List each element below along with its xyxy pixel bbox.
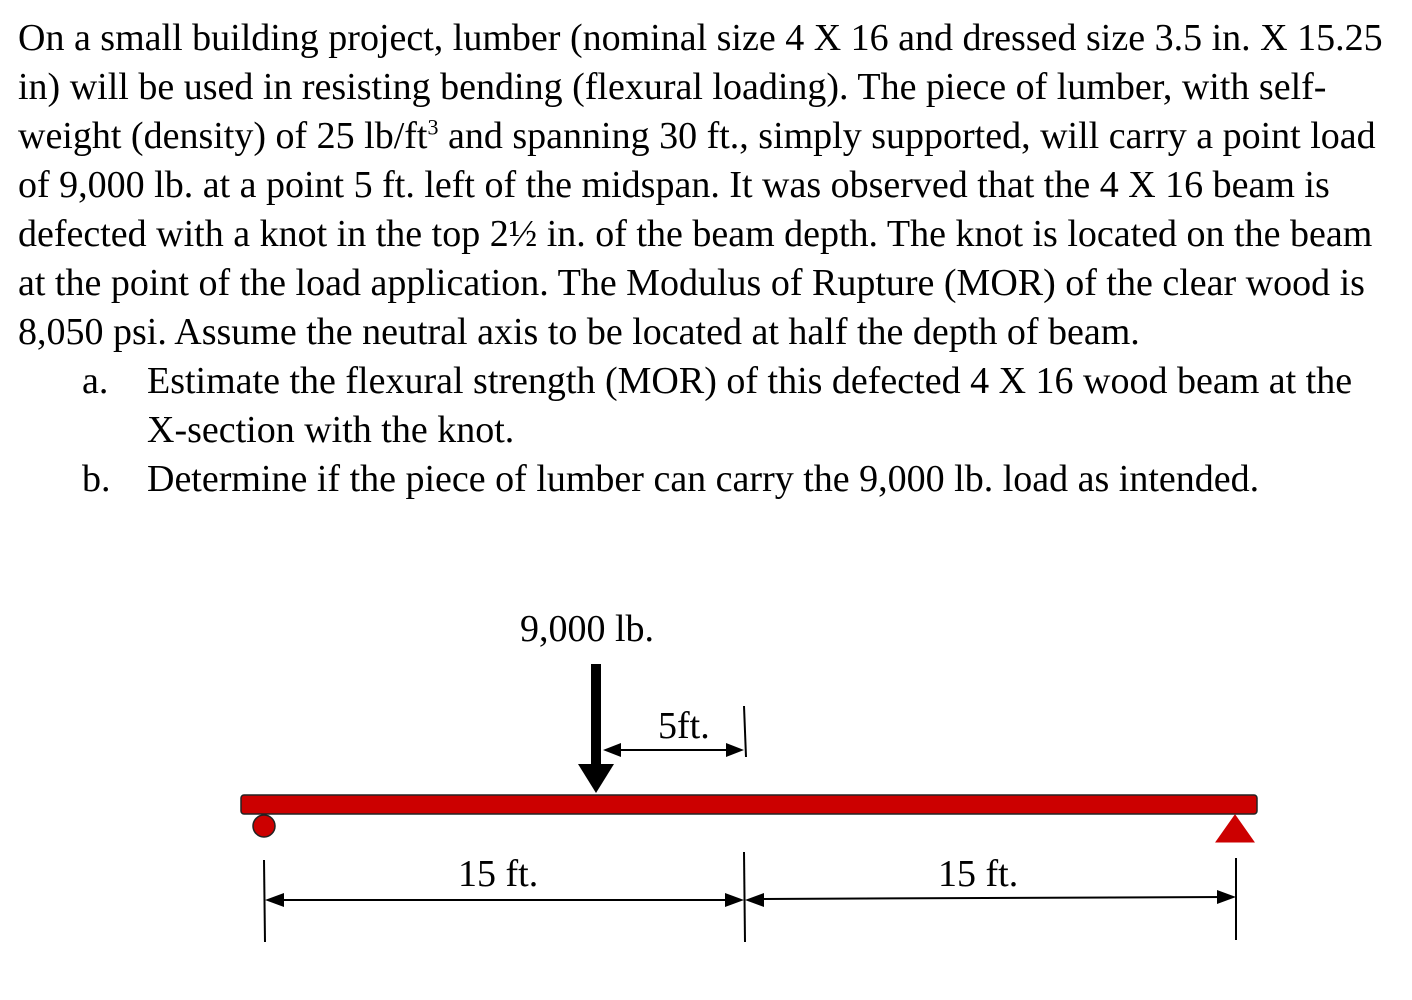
left-span-label: 15 ft.	[458, 853, 539, 895]
question-a-text: Estimate the flexural strength (MOR) of this defected 4 X 16 wood beam at the X-section with the knot.	[147, 360, 1353, 451]
left-span-arrow-left	[265, 893, 284, 907]
offset-arrow-right	[726, 743, 744, 757]
question-a-marker: a.	[82, 360, 109, 402]
beam	[241, 795, 1257, 814]
problem-text-part1: On a small building project, lumber (nominal size 4 X 16 and dressed size 3.5 in. X 15.25 in) will be used in resisting bending (flexural loading). The piece of lumber, with self-weight (density) of 25 lb/ft	[18, 17, 1383, 157]
load-arrow-shaft	[591, 664, 601, 768]
left-span-arrow-right	[725, 893, 744, 907]
right-span-label: 15 ft.	[938, 853, 1019, 895]
roller-support-icon	[253, 815, 275, 837]
pin-support-icon	[1216, 815, 1254, 842]
right-span-arrow-left	[745, 893, 764, 907]
question-b-marker: b.	[82, 458, 111, 500]
right-span-dimension-line	[754, 897, 1226, 899]
offset-arrow-left	[603, 743, 621, 757]
load-arrow-head	[578, 764, 614, 793]
load-label: 9,000 lb.	[520, 608, 655, 650]
problem-text-part2: and spanning 30 ft., simply supported, will carry a point load of 9,000 lb. at a point 5 ft. left of the midspan. It was observed that the 4 X 16 beam is defected with a knot in the top 2½ in. of the beam depth. The knot is located on the beam at the point of the load application. The Modulus of Rupture (MOR) of the clear wood is 8,050 psi. Assume the neutral axis to be located at half the depth of beam.	[18, 115, 1376, 353]
left-extension-line	[264, 860, 265, 942]
midspan-extension-line	[744, 852, 745, 942]
midspan-tick-top	[744, 706, 746, 757]
question-b-text: Determine if the piece of lumber can carry the 9,000 lb. load as intended.	[147, 458, 1260, 500]
offset-dimension-label: 5ft.	[658, 705, 710, 747]
right-span-arrow-right	[1217, 890, 1236, 904]
cubic-exponent: 3	[427, 114, 439, 140]
